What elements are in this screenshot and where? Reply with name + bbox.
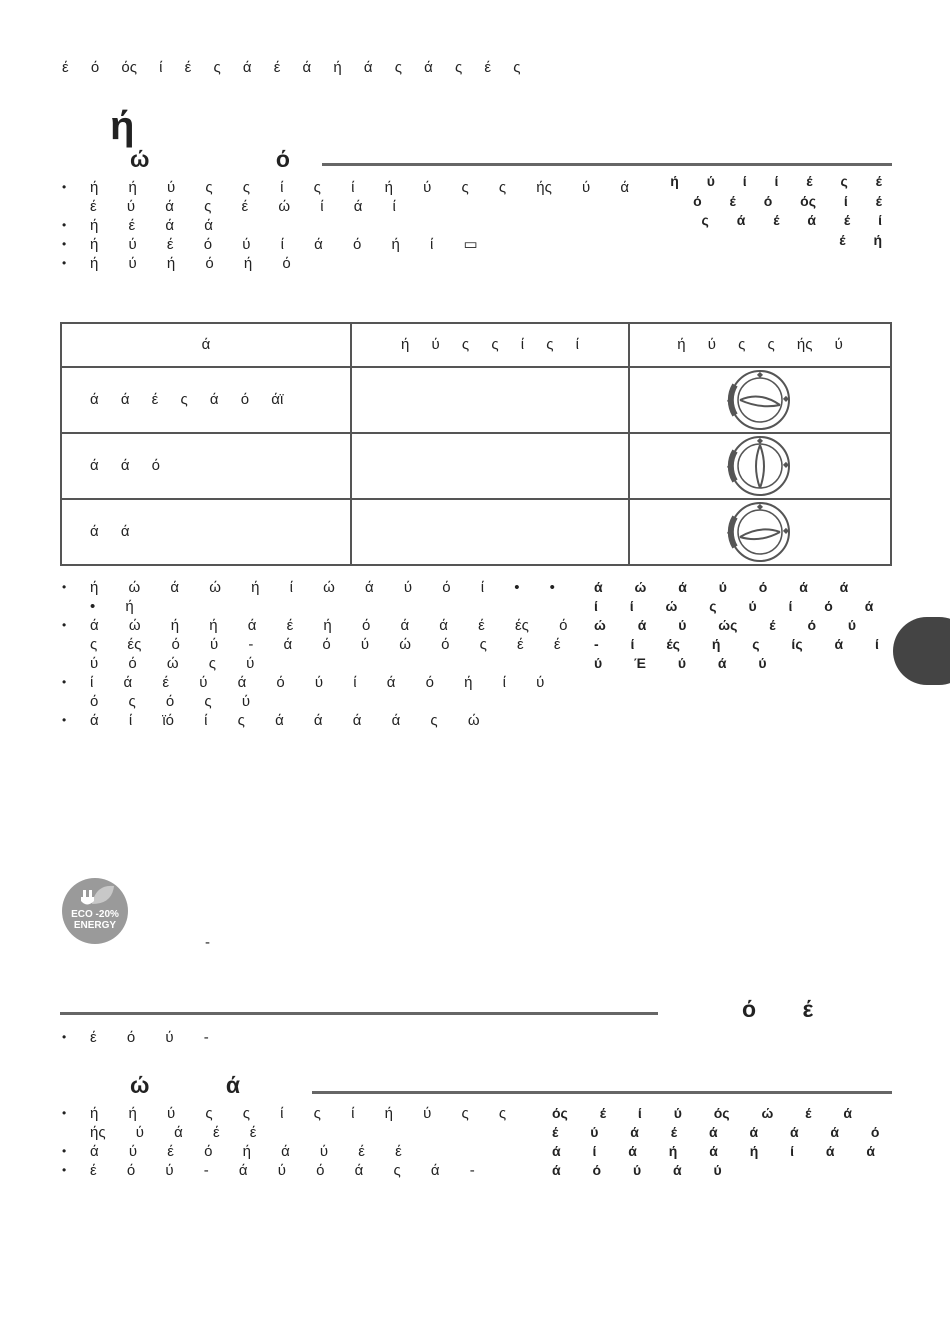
table-header: ά (61, 323, 351, 367)
list-item: • ή ώ ά ώ ή ί ώ ά ύ ό ί • • • ή (62, 578, 582, 616)
list-item: • ή ή ύ ς ς ί ς ί ή ύ ς ς ής ύ ά έ ύ ά ς έ ώ ί ά ί (62, 178, 637, 216)
section4-side-text: ός έ ί ύ ός ώ έ ά έ ύ ά έ ά ά ά ά ό ά ί ά ή ά ή ί ά ά ά ό ύ ά ύ (552, 1105, 880, 1178)
table-cell-label: ά ά έ ς ά ό άϊ (61, 367, 351, 433)
list-item: • ή ύ ή ό ή ό (62, 254, 637, 273)
list-item: • ά ώ ή ή ά έ ή ό ά ά έ ές ό ς ές ό ύ - ά ό ύ ώ ό ς έ έ ύ ό ώ ς ύ (62, 616, 582, 673)
list-item: • ά ύ έ ό ή ά ύ έ έ (62, 1142, 542, 1161)
table-cell-label: ά ά ό (61, 433, 351, 499)
svg-text:◆: ◆ (782, 394, 790, 403)
section3-bullets (62, 1028, 582, 1047)
section1-title: ώ ό (130, 146, 290, 172)
list-item: • ή ύ έ ό ύ ί ά ό ή ί ▭ (62, 235, 637, 254)
table-row (61, 367, 891, 433)
table-cell-label: ά ά (61, 499, 351, 565)
table-cell-dial (629, 433, 891, 499)
table-row (61, 499, 891, 565)
intro-text: έ ό ός ί έ ς ά έ ά ή ά ς ά ς έ ς (62, 59, 521, 76)
list-item: • έ ό ύ - (62, 1028, 582, 1047)
section2-bullets (62, 578, 582, 730)
section4-title: ώ ά (130, 1072, 240, 1098)
svg-text:◆: ◆ (756, 436, 764, 445)
table-row (61, 433, 891, 499)
list-item: • έ ό ύ - ά ύ ό ά ς ά - (62, 1161, 542, 1180)
section2-side-text: ά ώ ά ύ ό ά ά ί ί ώ ς ύ ί ό ά ώ ά ύ ώς έ ό ύ - ί ές ή ς ίς ά ί ύ Έ ύ ά ύ (594, 579, 879, 671)
svg-text:◆: ◆ (782, 460, 790, 469)
section4-bullets (62, 1104, 542, 1180)
svg-text:◆: ◆ (726, 396, 734, 405)
chapter-heading: ή (110, 104, 135, 148)
eco-percent: -20% (95, 909, 119, 920)
eco-note: - (205, 934, 210, 951)
list-item: • ά ί ϊό ί ς ά ά ά ά ς ώ (62, 711, 582, 730)
dial-right-icon (724, 501, 796, 563)
table-cell (351, 499, 629, 565)
section4-rule (312, 1091, 892, 1094)
settings-table (60, 322, 892, 566)
section3-rule (60, 1012, 658, 1015)
table-cell (351, 433, 629, 499)
table-header: ή ύ ς ς ί ς ί (351, 323, 629, 367)
section3-title: ό έ (742, 996, 813, 1022)
eco-energy-label: ENERGY (73, 920, 117, 931)
language-tab (893, 617, 950, 685)
eco-label: ECO (71, 909, 93, 920)
dial-up-icon (724, 435, 796, 497)
table-cell (351, 367, 629, 433)
eco-energy-badge (62, 878, 128, 944)
svg-text:◆: ◆ (726, 462, 734, 471)
list-item: • ή έ ά ά (62, 216, 637, 235)
section1-rule (322, 163, 892, 166)
list-item: • ή ή ύ ς ς ί ς ί ή ύ ς ς ής ύ ά έ έ (62, 1104, 542, 1142)
table-cell-dial (629, 499, 891, 565)
dial-left-icon (724, 369, 796, 431)
svg-text:◆: ◆ (726, 528, 734, 537)
svg-text:◆: ◆ (782, 526, 790, 535)
section1-side-text: ή ύ ί ί έ ς έ ό έ ό ός ί έ ς ά έ ά έ ί έ ή (670, 173, 882, 248)
table-cell-dial (629, 367, 891, 433)
table-header-row (61, 323, 891, 367)
svg-text:◆: ◆ (756, 502, 764, 511)
table-header: ή ύ ς ς ής ύ (629, 323, 891, 367)
list-item: • ί ά έ ύ ά ό ύ ί ά ό ή ί ύ ό ς ό ς ύ (62, 673, 582, 711)
section1-bullets (62, 178, 637, 273)
svg-text:◆: ◆ (756, 370, 764, 379)
